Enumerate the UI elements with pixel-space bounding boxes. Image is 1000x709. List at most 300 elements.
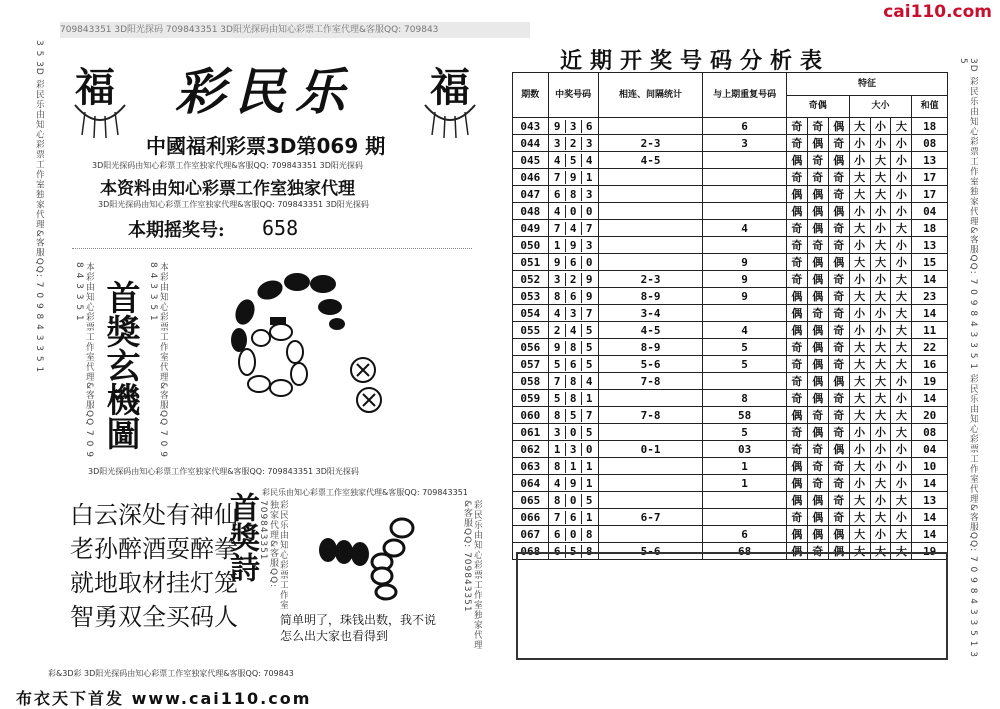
cell-big-small: 小 — [870, 220, 891, 237]
cell-number — [548, 424, 598, 441]
table-row — [513, 373, 948, 390]
number-digit: 2 — [550, 324, 566, 337]
cell-big-small: 小 — [849, 305, 870, 322]
number-digit: 1 — [585, 170, 593, 184]
cell-number — [548, 390, 598, 407]
draw-number-value: 658 — [262, 216, 299, 240]
cell-odd-even: 偶 — [786, 305, 807, 322]
number-digit: 5 — [550, 392, 566, 405]
number-digit: 4 — [550, 154, 566, 167]
puzzle-beads-image — [225, 262, 395, 422]
cell-big-small: 大 — [891, 356, 912, 373]
table-row — [513, 186, 948, 203]
cell-big-small: 大 — [891, 339, 912, 356]
col-header-feature: 特征 — [786, 73, 947, 96]
number-digit: 6 — [585, 119, 593, 133]
cell-number — [548, 356, 598, 373]
table-row — [513, 475, 948, 492]
cell-number — [548, 458, 598, 475]
cell-big-small: 大 — [870, 339, 891, 356]
number-digit: 4 — [550, 205, 566, 218]
number-digit: 6 — [566, 256, 582, 269]
cell-odd-even: 奇 — [828, 339, 849, 356]
cell-odd-even: 偶 — [828, 526, 849, 543]
cell-number — [548, 135, 598, 152]
cell-big-small: 大 — [870, 254, 891, 271]
cell-repeat: 4 — [703, 220, 787, 237]
cell-big-small: 小 — [849, 441, 870, 458]
number-digit: 5 — [550, 358, 566, 371]
cell-big-small: 大 — [870, 152, 891, 169]
cell-repeat: 5 — [703, 424, 787, 441]
puzzle-side-text: 本彩由知心彩票工作室代理&客服QQ 7 0 9 8 4 3 3 5 1 — [74, 262, 94, 458]
cell-number — [548, 322, 598, 339]
cell-odd-even: 奇 — [828, 305, 849, 322]
cell-adjacent — [598, 424, 703, 441]
number-digit: 8 — [550, 460, 566, 473]
cell-big-small: 大 — [870, 169, 891, 186]
cell-period: 050 — [513, 237, 549, 254]
number-digit: 3 — [550, 426, 566, 439]
cell-big-small: 小 — [849, 475, 870, 492]
cell-big-small: 小 — [849, 152, 870, 169]
number-digit: 5 — [585, 425, 593, 439]
cell-odd-even: 奇 — [807, 152, 828, 169]
table-row — [513, 237, 948, 254]
number-digit: 3 — [585, 136, 593, 150]
cell-adjacent — [598, 526, 703, 543]
cell-big-small: 小 — [891, 186, 912, 203]
number-digit: 8 — [585, 544, 593, 558]
number-digit: 3 — [585, 187, 593, 201]
table-row — [513, 390, 948, 407]
cell-big-small: 大 — [849, 254, 870, 271]
number-digit: 9 — [550, 341, 566, 354]
cell-big-small: 小 — [891, 237, 912, 254]
cell-sum: 04 — [912, 203, 948, 220]
cell-odd-even: 偶 — [807, 373, 828, 390]
cell-repeat — [703, 186, 787, 203]
cell-repeat — [703, 152, 787, 169]
cell-big-small: 大 — [849, 407, 870, 424]
cell-period: 053 — [513, 288, 549, 305]
number-digit: 0 — [566, 528, 582, 541]
cell-odd-even: 奇 — [828, 390, 849, 407]
cell-odd-even: 奇 — [786, 169, 807, 186]
cell-period: 055 — [513, 322, 549, 339]
cell-odd-even: 奇 — [828, 288, 849, 305]
cell-odd-even: 偶 — [807, 322, 828, 339]
cell-big-small: 小 — [870, 492, 891, 509]
cell-big-small: 小 — [870, 322, 891, 339]
cell-adjacent — [598, 203, 703, 220]
cell-number — [548, 526, 598, 543]
draw-number-label: 本期摇奖号: — [128, 220, 225, 241]
cell-odd-even: 偶 — [828, 203, 849, 220]
table-row — [513, 135, 948, 152]
number-digit: 0 — [585, 255, 593, 269]
cell-odd-even: 奇 — [807, 237, 828, 254]
cell-odd-even: 偶 — [786, 458, 807, 475]
number-digit: 1 — [550, 443, 566, 456]
number-digit: 4 — [550, 307, 566, 320]
number-digit: 8 — [566, 341, 582, 354]
cell-repeat — [703, 237, 787, 254]
cell-adjacent — [598, 254, 703, 271]
cell-period: 052 — [513, 271, 549, 288]
cell-odd-even: 奇 — [786, 441, 807, 458]
cell-adjacent: 7-8 — [598, 407, 703, 424]
poem-caption-1: 简单明了，珠钱出数，我不说 — [280, 613, 437, 627]
cell-period: 061 — [513, 424, 549, 441]
cell-big-small: 小 — [891, 509, 912, 526]
top-contact-strip: 709843351 3D阳光探码 709843351 3D阳光探码由知心彩票工作室代理&客服QQ: 709843 — [60, 22, 530, 38]
cell-number — [548, 237, 598, 254]
cell-big-small: 大 — [891, 526, 912, 543]
cell-big-small: 大 — [870, 237, 891, 254]
cell-number — [548, 254, 598, 271]
cell-period: 067 — [513, 526, 549, 543]
table-row — [513, 220, 948, 237]
cell-odd-even: 奇 — [786, 118, 807, 135]
cell-big-small: 小 — [849, 322, 870, 339]
cell-repeat: 4 — [703, 322, 787, 339]
table-row — [513, 526, 948, 543]
cell-period: 051 — [513, 254, 549, 271]
cell-period: 044 — [513, 135, 549, 152]
cell-big-small: 大 — [849, 118, 870, 135]
cell-adjacent: 2-3 — [598, 271, 703, 288]
cell-odd-even: 奇 — [828, 475, 849, 492]
cell-repeat — [703, 373, 787, 390]
number-digit: 1 — [585, 510, 593, 524]
cell-big-small: 大 — [891, 424, 912, 441]
cell-big-small: 大 — [849, 492, 870, 509]
cell-sum: 22 — [912, 339, 948, 356]
cell-odd-even: 奇 — [807, 441, 828, 458]
cell-big-small: 小 — [870, 305, 891, 322]
cell-sum: 14 — [912, 475, 948, 492]
cell-odd-even: 奇 — [807, 118, 828, 135]
number-digit: 6 — [550, 545, 566, 558]
number-digit: 0 — [585, 204, 593, 218]
cell-period: 064 — [513, 475, 549, 492]
cell-odd-even: 偶 — [807, 390, 828, 407]
cell-repeat — [703, 169, 787, 186]
cell-number — [548, 509, 598, 526]
number-digit: 8 — [550, 409, 566, 422]
number-digit: 1 — [585, 476, 593, 490]
cell-sum: 14 — [912, 390, 948, 407]
cell-big-small: 小 — [849, 237, 870, 254]
cell-adjacent: 8-9 — [598, 339, 703, 356]
col-header-repeat: 与上期重复号码 — [703, 73, 787, 118]
cell-period: 065 — [513, 492, 549, 509]
cell-sum: 04 — [912, 441, 948, 458]
cell-odd-even: 奇 — [828, 458, 849, 475]
cell-adjacent: 3-4 — [598, 305, 703, 322]
cell-sum: 16 — [912, 356, 948, 373]
cell-period: 060 — [513, 407, 549, 424]
cell-odd-even: 奇 — [828, 169, 849, 186]
number-digit: 9 — [585, 272, 593, 286]
number-digit: 8 — [566, 392, 582, 405]
cell-adjacent — [598, 118, 703, 135]
cell-big-small: 小 — [870, 118, 891, 135]
number-digit: 5 — [566, 154, 582, 167]
cell-odd-even: 奇 — [828, 186, 849, 203]
cell-sum: 19 — [912, 373, 948, 390]
cell-odd-even: 偶 — [828, 373, 849, 390]
poem-line-1: 白云深处有神仙 — [70, 501, 238, 529]
cell-repeat: 5 — [703, 339, 787, 356]
number-digit: 2 — [566, 273, 582, 286]
cell-odd-even: 奇 — [786, 135, 807, 152]
cell-number — [548, 492, 598, 509]
cell-period: 045 — [513, 152, 549, 169]
table-row — [513, 203, 948, 220]
number-digit: 1 — [550, 239, 566, 252]
cell-number — [548, 441, 598, 458]
cell-odd-even: 偶 — [786, 186, 807, 203]
number-digit: 5 — [566, 409, 582, 422]
cell-big-small: 小 — [849, 203, 870, 220]
puzzle-title: 首獎玄機圖 — [100, 280, 140, 450]
number-digit: 1 — [585, 459, 593, 473]
number-digit: 8 — [566, 188, 582, 201]
cell-adjacent: 5-6 — [598, 543, 703, 560]
number-digit: 9 — [550, 120, 566, 133]
cell-number — [548, 407, 598, 424]
number-digit: 8 — [550, 494, 566, 507]
poem-beads-image — [310, 512, 430, 602]
cell-big-small: 大 — [870, 475, 891, 492]
cell-big-small: 小 — [891, 390, 912, 407]
left-edge-text: 3 5 3D 彩民乐由知心彩票工作室独家代理&客服QQ: 7 0 9 8 4 3 3 5 1 — [34, 40, 44, 374]
cell-big-small: 大 — [849, 458, 870, 475]
cell-odd-even: 偶 — [786, 475, 807, 492]
cell-big-small: 小 — [849, 271, 870, 288]
cell-odd-even: 偶 — [828, 441, 849, 458]
cell-odd-even: 奇 — [786, 390, 807, 407]
cell-odd-even: 偶 — [807, 424, 828, 441]
number-digit: 3 — [550, 137, 566, 150]
cell-odd-even: 偶 — [786, 407, 807, 424]
cell-big-small: 小 — [870, 271, 891, 288]
contact-line-bottom: 3D阳光探码由知心彩票工作室独家代理&客服QQ: 709843351 3D阳光探码 — [98, 200, 369, 209]
cell-odd-even: 偶 — [828, 152, 849, 169]
cell-sum: 20 — [912, 407, 948, 424]
cell-big-small: 大 — [849, 543, 870, 560]
table-row — [513, 254, 948, 271]
cell-sum: 13 — [912, 152, 948, 169]
cell-number — [548, 152, 598, 169]
cell-odd-even: 偶 — [828, 118, 849, 135]
number-digit: 0 — [566, 426, 582, 439]
cell-odd-even: 偶 — [807, 339, 828, 356]
cell-big-small: 小 — [891, 441, 912, 458]
number-digit: 3 — [550, 273, 566, 286]
col-header-odd-even: 奇偶 — [786, 95, 849, 118]
number-digit: 7 — [585, 306, 593, 320]
poem-line-2: 老孙醉酒耍醉拳 — [70, 535, 238, 563]
cell-adjacent — [598, 186, 703, 203]
cell-odd-even: 奇 — [786, 373, 807, 390]
right-edge-text: 3D 彩民乐由知心彩票工作室独家代理&客服QQ: 7 0 9 8 4 3 3 5 1 彩民乐由知心彩票工作室代理&客服QQ: 7 0 9 8 4 3 3 5 1 3 5 — [958, 58, 978, 658]
agent-statement: 本资料由知心彩票工作室独家代理 — [100, 179, 355, 199]
cell-odd-even: 偶 — [828, 543, 849, 560]
number-digit: 5 — [566, 545, 582, 558]
cell-odd-even: 奇 — [828, 356, 849, 373]
table-title: 近期开奖号码分析表 — [560, 48, 831, 74]
cell-odd-even: 偶 — [807, 356, 828, 373]
number-digit: 7 — [585, 408, 593, 422]
cell-sum: 13 — [912, 492, 948, 509]
cell-odd-even: 偶 — [807, 492, 828, 509]
cell-odd-even: 奇 — [786, 271, 807, 288]
cell-sum: 14 — [912, 526, 948, 543]
cell-sum: 14 — [912, 509, 948, 526]
cell-odd-even: 偶 — [786, 203, 807, 220]
cell-repeat: 9 — [703, 271, 787, 288]
cell-odd-even: 偶 — [807, 254, 828, 271]
number-digit: 7 — [550, 222, 566, 235]
number-digit: 6 — [566, 290, 582, 303]
table-body — [513, 118, 948, 560]
cell-big-small: 大 — [891, 492, 912, 509]
cell-odd-even: 偶 — [786, 492, 807, 509]
cell-sum: 15 — [912, 254, 948, 271]
cell-period: 068 — [513, 543, 549, 560]
cell-repeat: 1 — [703, 458, 787, 475]
cell-odd-even: 偶 — [807, 135, 828, 152]
cell-repeat: 9 — [703, 254, 787, 271]
cell-period: 047 — [513, 186, 549, 203]
cell-odd-even: 奇 — [807, 475, 828, 492]
cell-odd-even: 奇 — [828, 220, 849, 237]
cell-number — [548, 186, 598, 203]
cell-big-small: 小 — [891, 135, 912, 152]
table-row — [513, 169, 948, 186]
issue-title: 中國福利彩票3D第069 期 — [146, 134, 386, 158]
cell-big-small: 大 — [870, 407, 891, 424]
cell-sum: 17 — [912, 186, 948, 203]
cell-repeat — [703, 305, 787, 322]
cell-adjacent: 4-5 — [598, 152, 703, 169]
table-row — [513, 509, 948, 526]
cell-sum: 11 — [912, 322, 948, 339]
footer-contact: 彩&3D彩 3D阳光探码由知心彩票工作室独家代理&客服QQ: 709843 — [48, 669, 294, 678]
cell-sum: 10 — [912, 458, 948, 475]
contact-line-top: 3D阳光探码由知心彩票工作室独家代理&客服QQ: 709843351 3D阳光探码 — [92, 161, 363, 170]
cell-big-small: 小 — [849, 135, 870, 152]
cell-sum: 19 — [912, 543, 948, 560]
cell-sum: 18 — [912, 118, 948, 135]
cell-number — [548, 305, 598, 322]
col-header-number: 中奖号码 — [548, 73, 598, 118]
cell-number — [548, 373, 598, 390]
cell-repeat: 9 — [703, 288, 787, 305]
cell-big-small: 小 — [849, 424, 870, 441]
poem-title: 首獎詩 — [224, 492, 259, 582]
cell-big-small: 大 — [891, 305, 912, 322]
cell-odd-even: 奇 — [807, 458, 828, 475]
number-digit: 8 — [550, 290, 566, 303]
table-row — [513, 322, 948, 339]
cell-odd-even: 奇 — [828, 424, 849, 441]
cell-adjacent — [598, 237, 703, 254]
number-digit: 4 — [585, 153, 593, 167]
cell-big-small: 大 — [870, 373, 891, 390]
cell-odd-even: 偶 — [807, 526, 828, 543]
cell-odd-even: 奇 — [828, 322, 849, 339]
cell-repeat — [703, 203, 787, 220]
number-digit: 6 — [550, 188, 566, 201]
cell-big-small: 大 — [849, 288, 870, 305]
cell-period: 048 — [513, 203, 549, 220]
table-row — [513, 339, 948, 356]
number-digit: 5 — [585, 493, 593, 507]
table-row — [513, 305, 948, 322]
cell-number — [548, 203, 598, 220]
cell-period: 059 — [513, 390, 549, 407]
cell-period: 056 — [513, 339, 549, 356]
cell-adjacent — [598, 169, 703, 186]
cell-odd-even: 奇 — [828, 492, 849, 509]
fu-left-character: 福 — [75, 64, 115, 111]
cell-period: 062 — [513, 441, 549, 458]
cell-number — [548, 220, 598, 237]
table-row — [513, 458, 948, 475]
number-digit: 0 — [585, 442, 593, 456]
cell-adjacent: 4-5 — [598, 322, 703, 339]
cell-big-small: 小 — [870, 135, 891, 152]
cell-big-small: 小 — [891, 458, 912, 475]
number-digit: 8 — [566, 375, 582, 388]
cell-period: 046 — [513, 169, 549, 186]
cell-sum: 13 — [912, 237, 948, 254]
cell-odd-even: 偶 — [807, 271, 828, 288]
col-header-period: 期数 — [513, 73, 549, 118]
footer-slogan: 布衣天下首发 www.cai110.com — [16, 689, 312, 708]
number-digit: 9 — [566, 477, 582, 490]
cell-odd-even: 奇 — [786, 356, 807, 373]
number-digit: 6 — [550, 528, 566, 541]
table-row — [513, 407, 948, 424]
cell-repeat: 8 — [703, 390, 787, 407]
number-digit: 0 — [566, 205, 582, 218]
number-digit: 1 — [566, 460, 582, 473]
cell-adjacent — [598, 475, 703, 492]
cell-odd-even: 奇 — [828, 509, 849, 526]
analysis-table-wrap — [512, 72, 948, 560]
cell-repeat: 1 — [703, 475, 787, 492]
cell-big-small: 大 — [870, 288, 891, 305]
cell-odd-even: 奇 — [828, 237, 849, 254]
number-digit: 9 — [566, 239, 582, 252]
cell-odd-even: 奇 — [786, 509, 807, 526]
cell-odd-even: 偶 — [807, 509, 828, 526]
cell-big-small: 小 — [870, 424, 891, 441]
col-header-adjacent: 相连、间隔统计 — [598, 73, 703, 118]
cell-big-small: 小 — [891, 254, 912, 271]
cell-number — [548, 475, 598, 492]
cell-repeat: 6 — [703, 526, 787, 543]
cell-adjacent: 2-3 — [598, 135, 703, 152]
poem-line-4: 智勇双全买码人 — [70, 603, 238, 631]
cell-repeat — [703, 492, 787, 509]
cell-repeat: 5 — [703, 356, 787, 373]
